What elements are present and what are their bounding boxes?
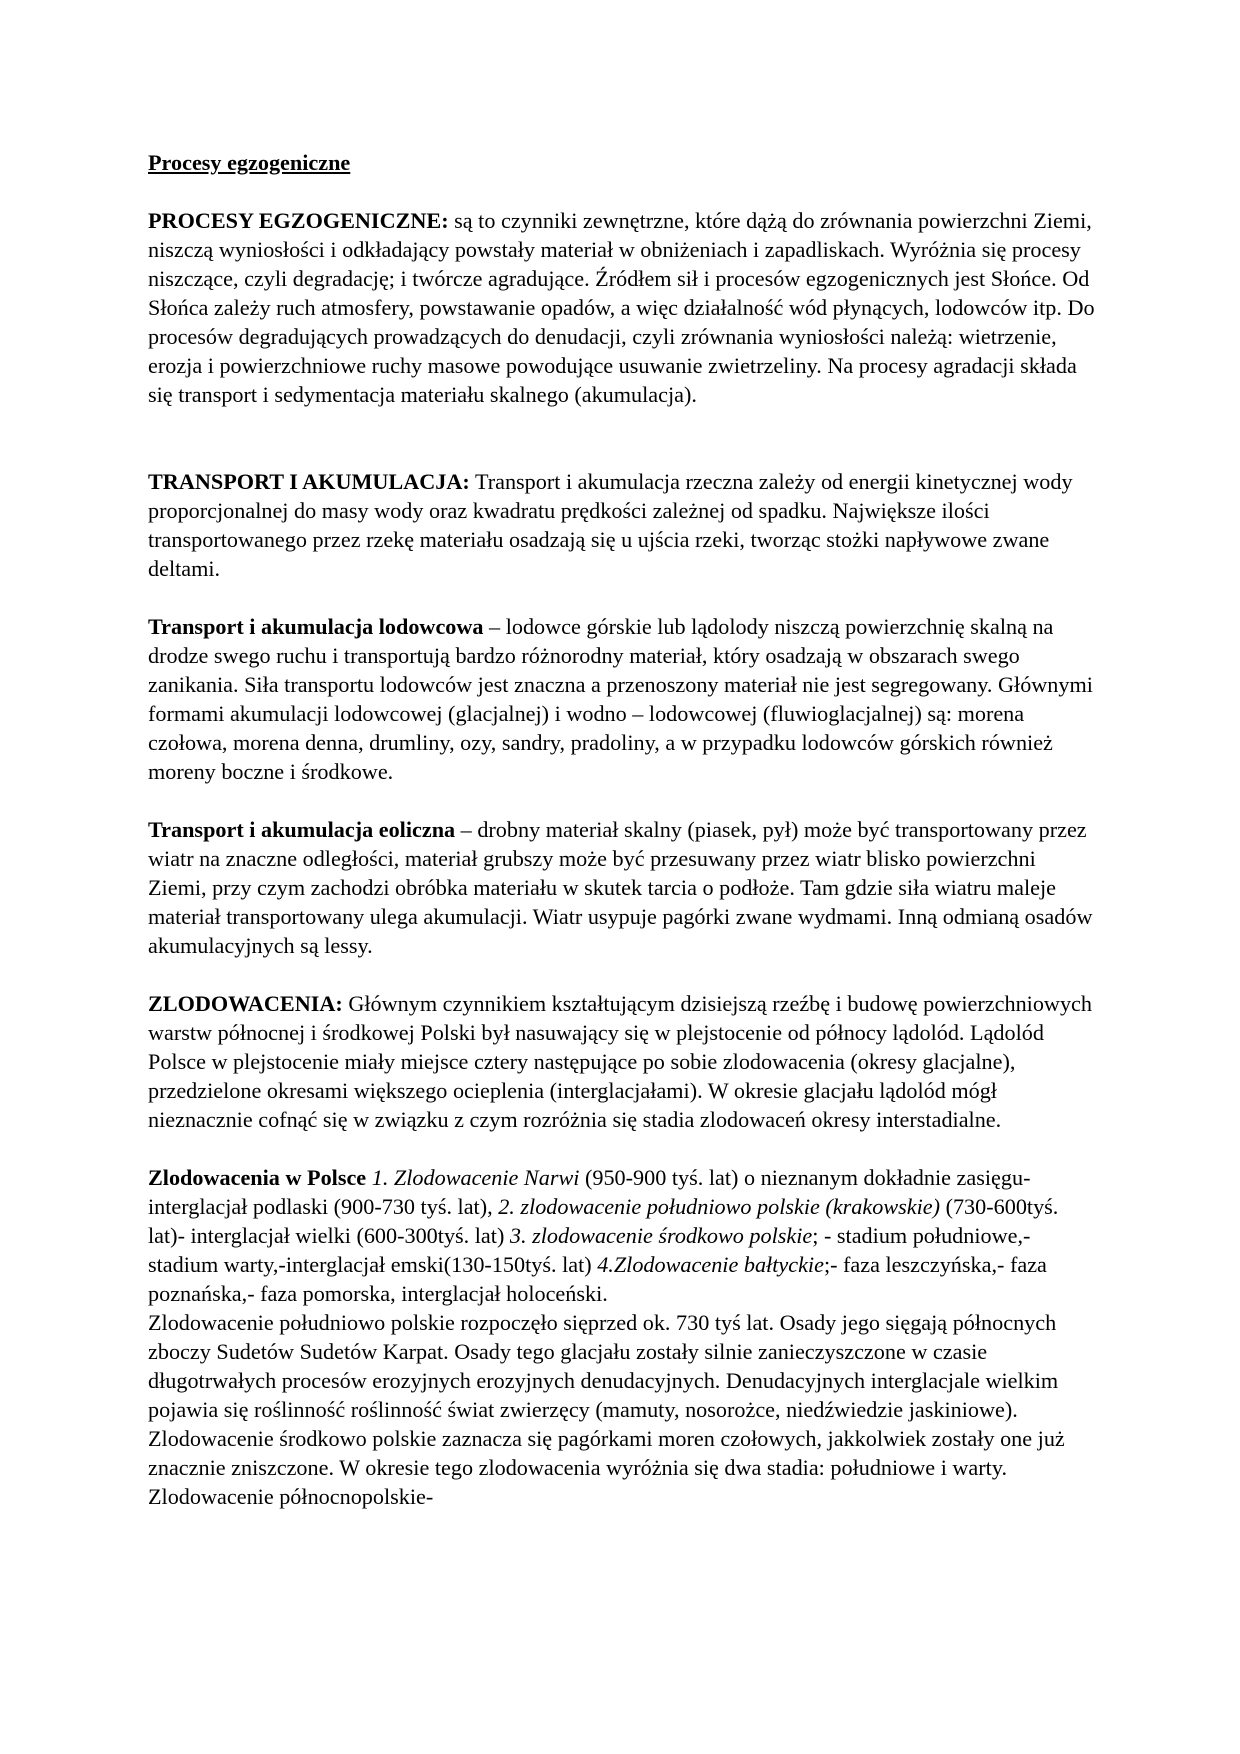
paragraph-procesy-egzogeniczne [148, 206, 1098, 409]
term-akumulacja-lodowcowa: Transport i akumulacja lodowcowa [148, 614, 484, 639]
paragraph-text: (730-600tyś. lat)- interglacjał wielki (600-300tyś. lat) [148, 1194, 1059, 1248]
spacer [148, 1134, 1098, 1163]
document-page [148, 148, 1098, 1511]
spacer [148, 960, 1098, 989]
paragraph-text: (950-900 tyś. lat) o nieznanym dokładnie zasięgu- interglacjał podlaski (900-730 tyś. lat), [148, 1165, 1031, 1219]
glaciation-srodkowo-polskie: 3. zlodowacenie środkowo polskie [509, 1223, 813, 1248]
glaciation-krakowskie: 2. zlodowacenie południowo polskie (krakowskie) [498, 1194, 941, 1219]
paragraph-continuation: Zlodowacenie południowo polskie rozpoczęło sięprzed ok. 730 tyś lat. Osady jego sięgają północnych zboczy Sudetów Sudetów Karpat. Osady tego glacjału zostały silnie zanieczyszczone w czasie długotrwałych procesów erozyjnych erozyjnych denudacyjnych. Denudacyjnych interglacjale wielkim pojawia się roślinność roślinność świat zwierzęcy (mamuty, nosorożce, niedźwiedzie jaskiniowe). Zlodowacenie środkowo polskie zaznacza się pagórkami moren czołowych, jakkolwiek zostały one już znacznie zniszczone. W okresie tego zlodowacenia wyróżnia się dwa stadia: południowe i warty. Zlodowacenie północnopolskie- [148, 1310, 1065, 1509]
spacer [148, 409, 1098, 467]
paragraph-akumulacja-eoliczna [148, 815, 1098, 960]
paragraph-zlodowacenia-w-polsce [148, 1163, 1098, 1308]
paragraph-text: – drobny materiał skalny (piasek, pył) może być transportowany przez wiatr na znaczne odległości, materiał grubszy może być przesuwany przez wiatr blisko powierzchni Ziemi, przy czym zachodzi obróbka materiału w skutek tarcia o podłoże. Tam gdzie siła wiatru maleje materiał transportowany ulega akumulacji. Wiatr usypuje pagórki zwane wydmami. Inną odmianą osadów akumulacyjnych są lessy. [148, 817, 1093, 958]
term-zlodowacenia: ZLODOWACENIA: [148, 991, 343, 1016]
term-zlodowacenia-w-polsce: Zlodowacenia w Polsce [148, 1165, 367, 1190]
paragraph-text: Głównym czynnikiem kształtującym dzisiejszą rzeźbę i budowę powierzchniowych warstw północnej i środkowej Polski był nasuwający się w plejstocenie od północy lądolód. Lądolód Polsce w plejstocenie miały miejsce cztery następujące po sobie zlodowacenia (okresy glacjalne), przedzielone okresami większego ocieplenia (interglacjałami). W okresie glacjału lądolód mógł nieznacznie cofnąć się w związku z czym rozróżnia się stadia zlodowaceń okresy interstadialne. [148, 991, 1092, 1132]
paragraph-akumulacja-lodowcowa [148, 612, 1098, 786]
term-procesy-egzogeniczne: PROCESY EGZOGENICZNE: [148, 208, 449, 233]
paragraph-text: Transport i akumulacja rzeczna zależy od energii kinetycznej wody proporcjonalnej do masy wody oraz kwadratu prędkości zależnej od spadku. Największe ilości transportowanego przez rzekę materiału osadzają się u ujścia rzeki, tworząc stożki napływowe zwane deltami. [148, 469, 1073, 581]
document-title: Procesy egzogeniczne [148, 150, 351, 175]
paragraph-zlodowacenia [148, 989, 1098, 1134]
term-akumulacja-eoliczna: Transport i akumulacja eoliczna [148, 817, 456, 842]
paragraph-text: ;- faza leszczyńska,- faza poznańska,- faza pomorska, interglacjał holoceński. [148, 1252, 1047, 1306]
spacer [148, 786, 1098, 815]
glaciation-baltyckie: 4.Zlodowacenie bałtyckie [597, 1252, 824, 1277]
paragraph-text: są to czynniki zewnętrzne, które dążą do zrównania powierzchni Ziemi, niszczą wyniosłości i odkładający powstały materiał w obniżeniach i zapadliskach. Wyróżnia się procesy niszczące, czyli degradację; i twórcze agradujące. Źródłem sił i procesów egzogenicznych jest Słońce. Od Słońca zależy ruch atmosfery, powstawanie opadów, a więc działalność wód płynących, lodowców itp. Do procesów degradujących prowadzących do denudacji, czyli zrównania wyniosłości należą: wietrzenie, erozja i powierzchniowe ruchy masowe powodujące usuwanie zwietrzeliny. Na procesy agradacji składa się transport i sedymentacja materiału skalnego (akumulacja). [148, 208, 1095, 407]
glaciation-narwi: 1. Zlodowacenie Narwi [366, 1165, 580, 1190]
spacer [148, 583, 1098, 612]
paragraph-text: – lodowce górskie lub lądolody niszczą powierzchnię skalną na drodze swego ruchu i transportują bardzo różnorodny materiał, który osadzają w obszarach swego zanikania. Siła transportu lodowców jest znaczna a przenoszony materiał nie jest segregowany. Głównymi formami akumulacji lodowcowej (glacjalnej) i wodno – lodowcowej (fluwioglacjalnej) są: morena czołowa, morena denna, drumliny, ozy, sandry, pradoliny, a w przypadku lodowców górskich również moreny boczne i środkowe. [148, 614, 1093, 784]
term-transport-i-akumulacja: TRANSPORT I AKUMULACJA: [148, 469, 470, 494]
paragraph-transport-i-akumulacja [148, 467, 1098, 583]
paragraph-text: ; - stadium południowe,- stadium warty,-interglacjał emski(130-150tyś. lat) [148, 1223, 1031, 1277]
